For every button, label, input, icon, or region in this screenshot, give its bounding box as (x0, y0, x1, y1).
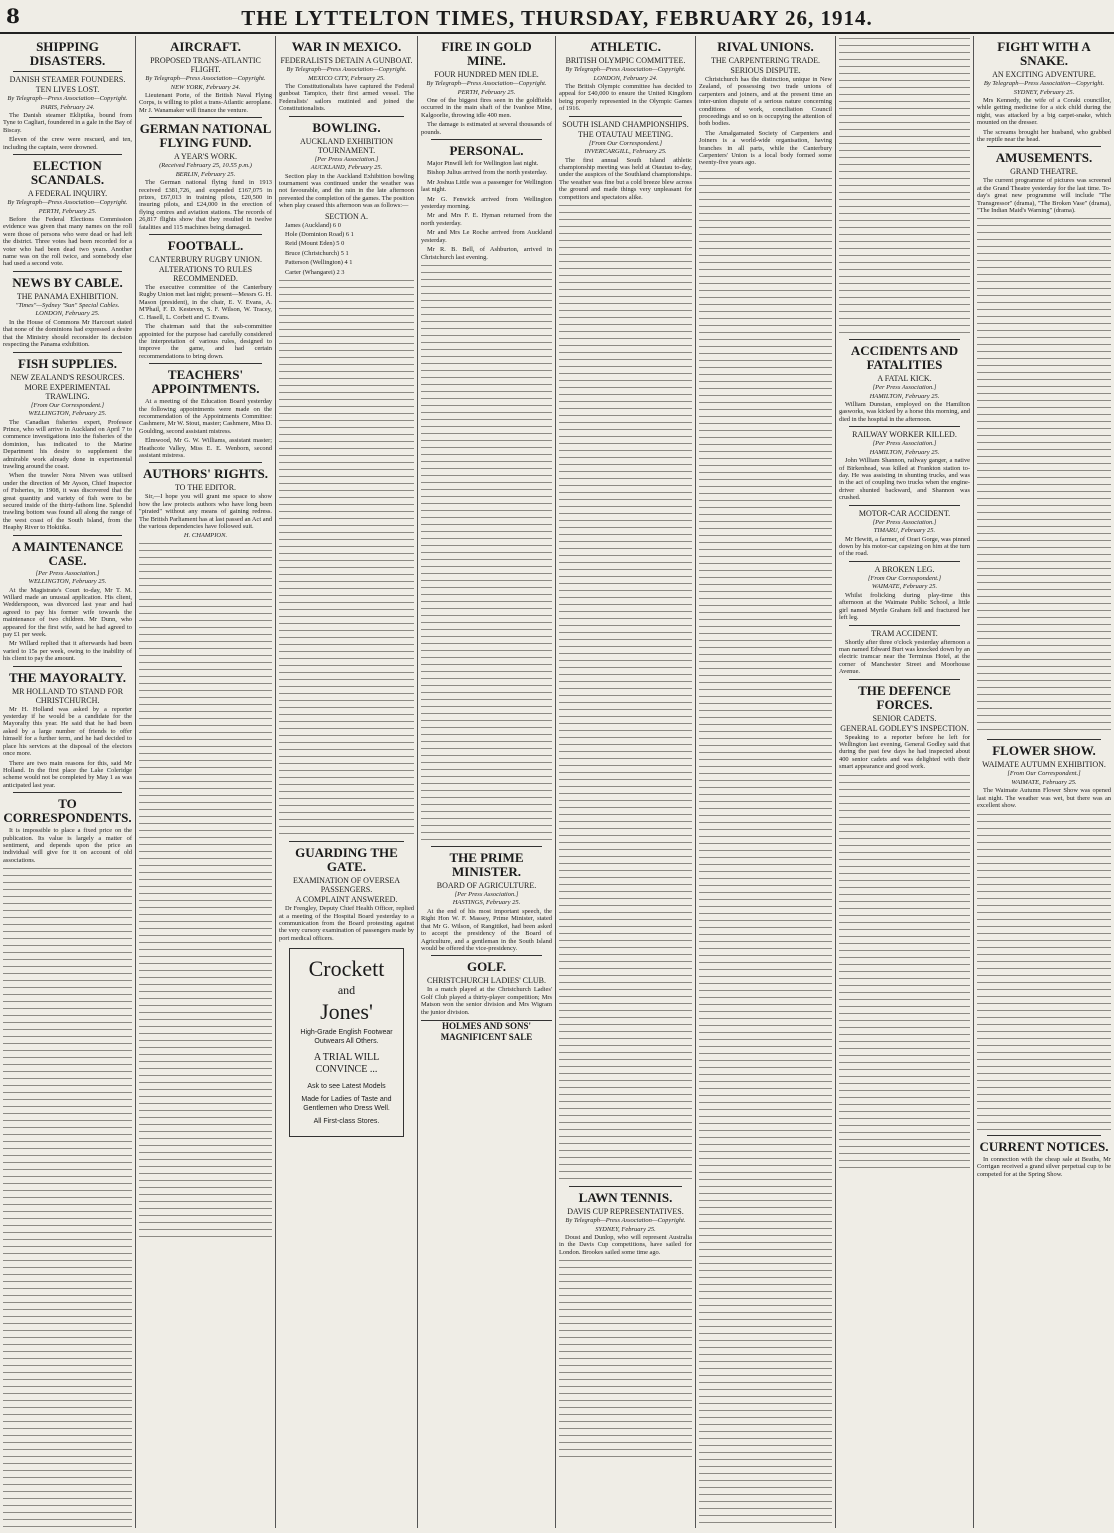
headline: AUTHORS' RIGHTS. (143, 466, 268, 482)
byline: By Telegraph—Press Association—Copyright. (286, 66, 407, 73)
rule (13, 154, 122, 155)
paragraph: Mr R. B. Bell, of Ashburton, arrived in Christchurch last evening. (421, 246, 552, 261)
paragraph: Elmwood, Mr G. W. Williams, assistant master; Heathcote Valley, Miss E. E. Wenborn, second assistant mistress. (139, 437, 272, 459)
rule (849, 625, 960, 626)
headline: FLOWER SHOW. (992, 743, 1096, 759)
article (839, 565, 970, 622)
byline: [From Our Correspondent.] (588, 139, 663, 147)
paragraph: Dr Frengley, Deputy Chief Health Officer, replied at a meeting of the Hospital Board yesterday to a communication from the Board protesting against the very cursory examination of passengers made by port medical officers. (279, 905, 414, 942)
article (421, 851, 552, 952)
subhead: CHRISTCHURCH LADIES' CLUB. (426, 976, 546, 986)
paragraph: Lieutenant Porte, of the British Naval Flying Corps, is willing to pilot a trans-Atlantic aeroplane. Mr J. Wanamaker will finance the venture. (139, 92, 272, 114)
headline: THE MAYORALTY. (8, 669, 127, 685)
text-continuation (3, 866, 132, 1528)
text-continuation (279, 278, 414, 838)
paragraph: The Constitutionalists have captured the Federal gunboat Tampico, their first armed vessel. The Federalists' sailors mutinied and joined the Constitutionalists. (279, 83, 414, 113)
paragraph: John William Shannon, railway ganger, a native of Birkenhead, was killed at Frankton station to-day. He was assisting in shunting trucks, and was in the act of coupling two trucks when the engine-driver shunted backward, and Shannon was crushed. (839, 457, 970, 502)
article (559, 120, 692, 201)
paragraph: The Danish steamer Ekliptika, bound from Tyne to Cagliari, foundered in a gale in the Bay of Biscay. (3, 112, 132, 134)
headline: A BROKEN LEG. (874, 564, 935, 574)
paragraph: In connection with the cheap sale at Beaths, Mr Corrigan received a grand silver perpetual cup to be competed for at the Spring Show. (977, 1155, 1111, 1178)
byline: [Per Press Association.] (35, 569, 100, 577)
dateline: WAIMATE, February 25. (1011, 778, 1077, 786)
subhead: TO THE EDITOR. (174, 483, 237, 493)
headline: FIRE IN GOLD MINE. (441, 39, 532, 68)
paragraph: The chairman said that the sub-committee appointed for the purpose had carefully considered the interpretation of various rules, designed to improve the game, and had certain recommendations to bring down. (139, 323, 272, 360)
headline: CURRENT NOTICES. (979, 1138, 1109, 1154)
column-2 (136, 36, 276, 1528)
text-continuation (977, 812, 1111, 1132)
paragraph: When the trawler Nora Niven was utilised under the direction of Mr Ayson, Chief Inspector of Fisheries, in 1908, it was discovered that the great quantity and variety of fish were to be secured inside of the thirty-fathom line. Splendid trawling bottom was found all along the range of the west coast of the South Island, from the Heaphy River to Hokitika. (3, 472, 132, 532)
rule (431, 955, 542, 956)
rule (13, 352, 122, 353)
subhead: EXAMINATION OF OVERSEA PASSENGERS. (292, 876, 401, 895)
byline: By Telegraph—Press Association—Copyright. (145, 75, 266, 82)
headline: SOUTH ISLAND CHAMPIONSHIPS. (562, 119, 689, 129)
paragraph: The first annual South Island athletic championship meeting was held at Otautau to-day, under the auspices of the Southland championships. The weather was fine but a cold breeze blew across the ground and made things very unpleasant for competitors and spectators alike. (559, 156, 692, 201)
headline: GERMAN NATIONAL FLYING FUND. (139, 121, 272, 151)
byline: [Per Press Association.] (872, 440, 937, 448)
article (3, 540, 132, 663)
dateline: HAMILTON, February 25. (869, 448, 940, 456)
advert-made-for: Made for Ladies of Taste and Gentlemen who Dress Well. (301, 1096, 392, 1113)
paragraph: Shortly after three o'clock yesterday afternoon a man named Edward Burt was knocked down by an electric tramcar near the Terminus Hotel, at the corner of Manchester Street and Moorhouse Avenue. (839, 638, 970, 676)
advert-trial: A TRIAL WILL CONVINCE ... (313, 1052, 380, 1076)
article (139, 239, 272, 360)
column-4 (418, 36, 556, 1528)
rule (987, 739, 1101, 740)
paragraph: Sir,—I hope you will grant me space to show how the law protects authors who have long been "pirated" without any means of gaining redress. The British Parliament has at last passed an Act and the various dependencies have followed suit. (139, 493, 272, 530)
headline: FOOTBALL. (167, 238, 244, 254)
paragraph: Doust and Dunlop, who will represent Australia in the Davis Cup competitions, have sailed for London. Brookes sailed some time ago. (559, 1234, 692, 1256)
headline: BOWLING. (312, 119, 381, 135)
article (3, 671, 132, 789)
paragraph: The current programme of pictures was screened at the Grand Theatre yesterday for the last time. To-day's great new programme will include "The Transgressor" (drama), "The Broken Vase" (drama), "The Indian Maid's Warning" (drama). (977, 177, 1111, 215)
headline: MOTOR-CAR ACCIDENT. (858, 508, 951, 518)
byline: [Per Press Association.] (454, 890, 519, 898)
dateline: PERTH, February 25. (38, 207, 97, 215)
subhead: ALTERATIONS TO RULES RECOMMENDED. (158, 265, 253, 284)
article (421, 144, 552, 261)
headline: NEWS BY CABLE. (12, 274, 123, 290)
text-continuation (139, 541, 272, 1241)
paragraph: The executive committee of the Canterbury Rugby Union met last night; present—Messrs G. H. Mason (president), in the chair, E. V. Evans, A. M'Phail, F. D. Kesteven, S. F. Wilson, W. Tracey, C. Hasell, L. Corbett and C. Evans. (139, 284, 272, 321)
column-8 (974, 36, 1114, 1528)
dateline: WELLINGTON, February 25. (28, 578, 107, 586)
paragraph: Whilst frolicking during play-time this afternoon at the Waimate Public School, a little girl named Myrtle Graham fell and fractured her left leg. (839, 591, 970, 622)
crockett-jones-advert (289, 948, 404, 1137)
rule (569, 116, 682, 117)
rule (149, 117, 262, 118)
result-row: Patterson (Wellington) 4 1 (285, 259, 353, 267)
headline: RAILWAY WORKER KILLED. (852, 430, 957, 440)
paragraph: Mr and Mrs F. E. Hyman returned from the north yesterday. (421, 212, 552, 227)
advert-brand: Jones' (320, 999, 373, 1025)
paragraph: The Waimate Autumn Flower Show was opened last night. The weather was wet, but there was an excellent show. (977, 787, 1111, 810)
byline: [Per Press Association.] (872, 384, 937, 391)
rule (149, 363, 262, 364)
rule (849, 679, 960, 680)
headline: LAWN TENNIS. (578, 1190, 673, 1206)
paragraph: The screams brought her husband, who grabbed the reptile near the head. (977, 128, 1111, 144)
paragraph: The damage is estimated at several thousands of pounds. (421, 121, 552, 136)
article (977, 151, 1111, 214)
text-continuation (977, 216, 1111, 736)
dateline: PERTH, February 25. (457, 88, 516, 96)
article (3, 797, 132, 864)
dateline: MEXICO CITY, February 25. (308, 74, 385, 82)
subhead: THE OTAUTAU MEETING. (578, 129, 673, 139)
paragraph: At the end of his most important speech, the Right Hon W. F. Massey, Prime Minister, stated that Mr G. Wilson, of Rangitikei, had been asked to accept the presidency of the Board of Agriculture, and a gentleman in the South Island would be offered the vice-presidency. (421, 907, 552, 952)
subhead: AUCKLAND EXHIBITION TOURNAMENT. (299, 136, 394, 155)
article (279, 121, 414, 210)
subhead: THE PANAMA EXHIBITION. (16, 291, 119, 301)
paragraph: Mr H. Holland was asked by a reporter yesterday if he would be a candidate for the Mayoralty this year. He said that he had been asked by a large number of friends to offer himself for a further term, and he had decided to place his services at the disposal of the electors once more. (3, 705, 132, 758)
subhead: MR HOLLAND TO STAND FOR CHRISTCHURCH. (11, 686, 124, 705)
subhead: AN EXCITING ADVENTURE. (992, 70, 1096, 79)
result-row: Hole (Dominion Road) 6 1 (285, 231, 354, 239)
rule (569, 1186, 682, 1187)
article (839, 684, 970, 771)
column-1 (0, 36, 136, 1528)
text-continuation (839, 773, 970, 1173)
paragraph: Before the Federal Elections Commission evidence was given that many names on the roll were those of persons who were dead or had left the district. Three votes had been recorded for a voter who had been dead two years. Another name was on the roll twice, and somebody else had used a second vote. (3, 216, 132, 268)
paragraph: Mr Joshua Little was a passenger for Wellington last night. (421, 178, 552, 194)
paragraph: The Canadian fisheries expert, Professor Prince, who will arrive in Auckland on April 7 to commence investigations into the fisheries of the dominion, has indicated to the Marine Department his desire to supplement the admirable work already done in experimental trawling around the coast. (3, 418, 132, 470)
dateline: HAMILTON, February 25. (869, 392, 940, 400)
dateline: WELLINGTON, February 25. (28, 410, 107, 417)
advert-brand-and: and (337, 983, 356, 998)
article (3, 357, 132, 532)
result-row: Reid (Mount Eden) 5 0 (285, 240, 345, 248)
subhead: TEN LIVES LOST. (35, 85, 100, 94)
dateline: LONDON, February 25. (35, 310, 100, 318)
text-continuation (839, 36, 970, 336)
byline: By Telegraph—Press Association—Copyright. (565, 1217, 686, 1225)
paragraph: The German national flying fund in 1913 received £381,726, and expended £167,075 in prizes, £67,013 in training pilots, £20,500 in insuring pilots, and £24,000 in the erection of flying centres and aviation stations. The records of 26,817 flights show that they resulted in twelve fatalities and 115 machines being damaged. (139, 179, 272, 231)
headline: AMUSEMENTS. (995, 150, 1093, 166)
rule (849, 561, 960, 562)
paragraph: The Amalgamated Society of Carpenters and Joiners is a world-wide organisation, having branches in all parts, while the Canterbury Carpenters' Union is a local body formed some twenty-five years ago. (699, 129, 832, 167)
text-continuation (559, 1258, 692, 1458)
headline: GOLF. (467, 959, 506, 975)
section-heading: SECTION A. (324, 211, 369, 221)
dateline: SYDNEY, February 25. (1013, 88, 1075, 96)
rule (13, 666, 122, 667)
article (421, 40, 552, 136)
paragraph: Mr and Mrs Le Roche arrived from Auckland yesterday. (421, 229, 552, 244)
dateline: WAIMATE, February 25. (871, 583, 938, 591)
paragraph: Christchurch has the distinction, unique in New Zealand, of possessing two trade unions of carpenters and joiners, and at the present time an inter-union dispute of a serious nature concerning conditions of work, conciliation Council proceedings and so on is occupying the attention of both bodies. (699, 76, 832, 128)
subhead: NEW ZEALAND'S RESOURCES. (10, 372, 125, 382)
result-row: Carter (Whangarei) 2 3 (285, 268, 345, 276)
rule (289, 841, 404, 842)
dateline: INVERCARGILL, February 25. (584, 148, 667, 156)
rule (13, 535, 122, 536)
text-continuation (699, 169, 832, 1528)
article (139, 368, 272, 459)
headline: AIRCRAFT. (170, 39, 241, 54)
result-row: James (Auckland) 6 0 (285, 221, 341, 229)
paragraph: There are two main reasons for this, said Mr Holland. In the first place the Lake Coleridge scheme would not be completed by May 1 as was anticipated last year. (3, 759, 132, 789)
rule (849, 426, 960, 427)
byline: (Received February 25, 10.55 p.m.) (159, 162, 252, 170)
subhead: MORE EXPERIMENTAL TRAWLING. (24, 382, 111, 401)
headline: WAR IN MEXICO. (291, 39, 402, 54)
paragraph: Bishop Julius arrived from the north yesterday. (427, 169, 548, 177)
paragraph: The British Olympic committee has decided to appeal for £40,000 to ensure the United Kingdom being properly represented in the Olympic Games of 1916. (559, 83, 692, 113)
headline: ATHLETIC. (590, 39, 661, 54)
advert-stores: All First-class Stores. (313, 1118, 380, 1126)
rule (149, 462, 262, 463)
subhead: WAIMATE AUTUMN EXHIBITION. (982, 760, 1106, 770)
byline: By Telegraph—Press Association—Copyright. (7, 199, 128, 207)
rule (149, 234, 262, 235)
subhead: DAVIS CUP REPRESENTATIVES. (567, 1207, 684, 1217)
rule (849, 339, 960, 340)
paragraph: It is impossible to place a fixed price on the publication. Its value is largely a matter of sentiment, and depends upon the price an individual will give for it on account of old associations. (3, 827, 132, 864)
subhead: SENIOR CADETS. (872, 713, 937, 723)
article (279, 846, 414, 942)
article (839, 509, 970, 558)
column-3 (276, 36, 418, 1528)
newspaper-title: THE LYTTELTON TIMES, THURSDAY, FEBRUARY 26, 1914. (241, 6, 873, 30)
text-continuation (421, 263, 552, 843)
signature: H. CHAMPION. (183, 532, 228, 540)
subhead: GRAND THEATRE. (1010, 167, 1078, 177)
advert-brand: Crockett (308, 956, 385, 982)
headline: FISH SUPPLIES. (18, 355, 117, 371)
paragraph: One of the biggest fires seen in the goldfields occurred in the main shaft of the Ivanhoe Mine, Kalgoorlie, throwing idle 400 men. (421, 97, 552, 119)
rule (13, 271, 122, 272)
subhead: DANISH STEAMER FOUNDERS. (9, 75, 126, 84)
article (559, 1191, 692, 1256)
article (699, 40, 832, 167)
article (977, 40, 1111, 143)
byline: By Telegraph—Press Association—Copyright. (983, 80, 1105, 87)
paragraph: In a match played at the Christchurch Ladies' Golf Club played a thirty-player competition; Mrs Matson won the senior division and Mrs Wigram the junior division. (421, 986, 552, 1016)
article (559, 40, 692, 113)
page-number: 8 (6, 4, 20, 28)
dateline: SYDNEY, February 25. (595, 1225, 656, 1233)
headline: THE PRIME MINISTER. (449, 849, 524, 879)
paragraph: Mr Hewitt, a farmer, of Orari Gorge, was pinned down by his motor-car capsizing on him at the turn of the road. (839, 535, 970, 558)
paragraph: Speaking to a reporter before he left for Wellington last evening, General Godley said that during the past few days he had inspected about 400 senior cadets and was delighted with their smart appearance and good work. (839, 733, 970, 771)
headline: ACCIDENTS AND FATALITIES (850, 343, 959, 372)
headline: TRAM ACCIDENT. (871, 628, 938, 638)
dateline: BERLIN, February 25. (175, 170, 236, 178)
column-7 (836, 36, 974, 1528)
rule (289, 116, 404, 117)
headline: FIGHT WITH A SNAKE. (997, 39, 1091, 68)
article (279, 40, 414, 113)
article (839, 430, 970, 501)
byline: [From Our Correspondent.] (30, 401, 105, 409)
article (977, 1140, 1111, 1178)
paragraph: Mr G. Fenwick arrived from Wellington yesterday morning. (421, 195, 552, 211)
subhead: FOUR HUNDRED MEN IDLE. (434, 70, 539, 79)
headline: SHIPPING DISASTERS. (29, 39, 106, 68)
subhead: FEDERALISTS DETAIN A GUNBOAT. (280, 56, 413, 65)
rule (431, 139, 542, 140)
subhead: PROPOSED TRANS-ATLANTIC FLIGHT. (150, 56, 261, 74)
column-5 (556, 36, 696, 1528)
paragraph: Major Pinwill left for Wellington last night. (427, 160, 539, 168)
rule (987, 1135, 1101, 1136)
paragraph: Section play in the Auckland Exhibition bowling tournament was continued under the weather was not favourable, and the rain in the late afternoon prevented the completion of the games. The position when play ceased this afternoon was as follows:— (279, 172, 414, 210)
dateline: PARIS, February 24. (40, 103, 95, 111)
article (3, 276, 132, 349)
text-continuation (559, 203, 692, 1183)
byline: [From Our Correspondent.] (867, 574, 942, 582)
rule (13, 792, 122, 793)
rule (13, 71, 122, 72)
headline: ELECTION SCANDALS. (30, 158, 105, 188)
subhead: SERIOUS DISPUTE. (730, 66, 801, 75)
subhead: BRITISH OLYMPIC COMMITTEE. (565, 56, 686, 65)
paragraph: Mrs Kennedy, the wife of a Coraki councillor, while getting medicine for a sick child during the night, was attacked by a big carpet-snake, which mounted on the dresser. (977, 97, 1111, 127)
advert-tagline: High-Grade English Footwear Outwears All Others. (300, 1029, 393, 1046)
rule (987, 146, 1101, 147)
masthead (0, 0, 1114, 34)
holmes-sale-advert: HOLMES AND SONS' MAGNIFICENT SALE (421, 1020, 552, 1043)
dateline: NEW YORK, February 24. (170, 83, 241, 91)
column-6 (696, 36, 836, 1528)
dateline: HASTINGS, February 25. (452, 899, 521, 907)
article (3, 159, 132, 268)
article (3, 40, 132, 151)
article (139, 40, 272, 114)
subhead: A FEDERAL INQUIRY. (27, 189, 108, 199)
subhead: A FATAL KICK. (877, 374, 932, 383)
paragraph: At the Magistrate's Court to-day, Mr T. M. Willard made an unusual application. His client, Wedderspoon, was divorced last year and had agreed to pay his former wife towards the maintenance of two children. Mr Dunn, who appeared for the first wife, said he had agreed to pay £1 per week. (3, 586, 132, 639)
article (839, 629, 970, 676)
byline: By Telegraph—Press Association—Copyright. (426, 80, 547, 87)
subhead: THE CARPENTERING TRADE. (711, 56, 820, 65)
paragraph: At a meeting of the Education Board yesterday the following appointments were made on the recommendation of the Appointments Committee: Cashmere, Mr W. Stout, master; Cashmere, Miss D. Goulding, second assistant mistress. (139, 398, 272, 435)
subhead: BOARD OF AGRICULTURE. (436, 880, 537, 890)
dateline: AUCKLAND, February 25. (310, 164, 383, 172)
dateline: LONDON, February 24. (593, 74, 658, 82)
subhead: GENERAL GODLEY'S INSPECTION. (840, 723, 969, 733)
article (977, 744, 1111, 809)
article (839, 344, 970, 423)
paragraph: William Dunstan, employed on the Hamilton gasworks, was kicked by a horse this morning, and died in the hospital in the afternoon. (839, 401, 970, 423)
headline: TEACHERS' APPOINTMENTS. (151, 367, 260, 397)
headline: RIVAL UNIONS. (717, 39, 814, 54)
headline: PERSONAL. (449, 143, 524, 159)
article (421, 960, 552, 1016)
subhead: CANTERBURY RUGBY UNION. (149, 255, 262, 265)
dateline: TIMARU, February 25. (873, 527, 936, 535)
article (139, 467, 272, 540)
subhead: A COMPLAINT ANSWERED. (295, 895, 398, 905)
subhead: A YEAR'S WORK. (173, 152, 237, 162)
paragraph: Eleven of the crew were rescued, and ten, including the captain, were drowned. (3, 136, 132, 151)
byline: By Telegraph—Press Association—Copyright. (7, 95, 128, 102)
result-row: Bruce (Christchurch) 5 1 (285, 249, 349, 257)
headline: GUARDING THE GATE. (295, 845, 398, 875)
rule (849, 505, 960, 506)
paragraph: Mr Willard replied that it afterwards had been varied to 15s per week, owing to the inability of his client to pay the amount. (3, 640, 132, 663)
paragraph: In the House of Commons Mr Harcourt stated that none of the dominions had expressed a desire that the Ministry should reconsider its decision respecting the Panama exhibition. (3, 318, 132, 349)
byline: [From Our Correspondent.] (1007, 770, 1081, 778)
rule (431, 846, 542, 847)
results-section (279, 212, 414, 276)
article (139, 122, 272, 231)
byline: [Per Press Association.] (314, 155, 379, 163)
headline: A MAINTENANCE CASE. (11, 538, 124, 568)
byline: By Telegraph—Press Association—Copyright. (565, 66, 686, 73)
byline: "Times"—Sydney "Sun" Special Cables. (15, 301, 120, 309)
byline: [Per Press Association.] (872, 518, 937, 526)
headline: TO CORRESPONDENTS. (3, 796, 132, 826)
advert-ask: Ask to see Latest Models (307, 1083, 386, 1091)
headline: THE DEFENCE FORCES. (858, 682, 951, 712)
